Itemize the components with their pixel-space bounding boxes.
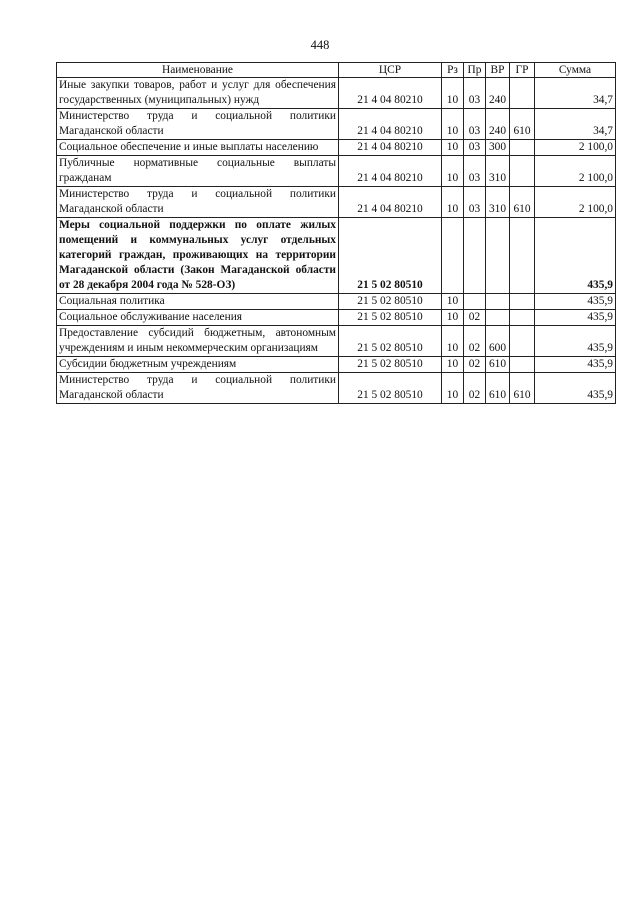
cell-sum: 435,9 — [535, 310, 616, 326]
cell-csr: 21 5 02 80510 — [339, 357, 442, 373]
cell-vr: 310 — [486, 187, 510, 218]
cell-name: Министерство труда и социальной политики Магаданской области — [57, 373, 339, 404]
cell-gr — [510, 218, 535, 294]
cell-rz: 10 — [442, 109, 464, 140]
header-name: Наименование — [57, 63, 339, 78]
cell-pr: 03 — [464, 109, 486, 140]
cell-sum: 2 100,0 — [535, 156, 616, 187]
cell-sum: 435,9 — [535, 294, 616, 310]
cell-gr — [510, 310, 535, 326]
cell-name: Социальная политика — [57, 294, 339, 310]
cell-sum: 435,9 — [535, 373, 616, 404]
cell-vr — [486, 294, 510, 310]
cell-sum: 2 100,0 — [535, 187, 616, 218]
cell-vr: 310 — [486, 156, 510, 187]
cell-sum: 2 100,0 — [535, 140, 616, 156]
page-number: 448 — [310, 38, 330, 52]
cell-sum: 34,7 — [535, 78, 616, 109]
cell-gr — [510, 357, 535, 373]
table-row — [57, 294, 616, 310]
cell-pr: 02 — [464, 326, 486, 357]
cell-pr: 03 — [464, 156, 486, 187]
table-row — [57, 140, 616, 156]
cell-gr: 610 — [510, 187, 535, 218]
budget-table — [56, 62, 616, 404]
cell-rz: 10 — [442, 294, 464, 310]
cell-rz — [442, 218, 464, 294]
cell-gr — [510, 156, 535, 187]
header-rz: Рз — [442, 63, 464, 78]
cell-pr: 02 — [464, 373, 486, 404]
cell-name: Меры социальной поддержки по оплате жилых помещений и коммунальных услуг отдельных категорий граждан, проживающих на территории Магаданской области (Закон Магаданской области от 28 декабря 2004 года № 528-ОЗ) — [57, 218, 339, 294]
cell-vr: 240 — [486, 78, 510, 109]
cell-pr: 03 — [464, 78, 486, 109]
cell-csr: 21 4 04 80210 — [339, 78, 442, 109]
cell-rz: 10 — [442, 140, 464, 156]
cell-csr: 21 5 02 80510 — [339, 294, 442, 310]
cell-vr: 600 — [486, 326, 510, 357]
cell-rz: 10 — [442, 156, 464, 187]
cell-sum: 435,9 — [535, 218, 616, 294]
cell-gr — [510, 294, 535, 310]
table-header-row — [57, 63, 616, 78]
cell-name: Субсидии бюджетным учреждениям — [57, 357, 339, 373]
header-vr: ВР — [486, 63, 510, 78]
table-row — [57, 156, 616, 187]
cell-vr — [486, 310, 510, 326]
cell-name: Социальное обеспечение и иные выплаты населению — [57, 140, 339, 156]
table-row — [57, 218, 616, 294]
cell-sum: 435,9 — [535, 357, 616, 373]
cell-csr: 21 4 04 80210 — [339, 187, 442, 218]
table-row — [57, 373, 616, 404]
cell-name: Иные закупки товаров, работ и услуг для обеспечения государственных (муниципальных) нужд — [57, 78, 339, 109]
cell-csr: 21 5 02 80510 — [339, 218, 442, 294]
cell-rz: 10 — [442, 357, 464, 373]
table-row — [57, 357, 616, 373]
cell-name: Министерство труда и социальной политики Магаданской области — [57, 187, 339, 218]
cell-csr: 21 5 02 80510 — [339, 326, 442, 357]
cell-csr: 21 4 04 80210 — [339, 156, 442, 187]
cell-vr: 240 — [486, 109, 510, 140]
table-row — [57, 78, 616, 109]
cell-pr: 03 — [464, 187, 486, 218]
table-row — [57, 310, 616, 326]
cell-rz: 10 — [442, 373, 464, 404]
cell-vr — [486, 218, 510, 294]
cell-sum: 34,7 — [535, 109, 616, 140]
cell-rz: 10 — [442, 326, 464, 357]
cell-pr: 02 — [464, 357, 486, 373]
cell-gr: 610 — [510, 373, 535, 404]
cell-gr — [510, 326, 535, 357]
cell-name: Министерство труда и социальной политики Магаданской области — [57, 109, 339, 140]
cell-name: Социальное обслуживание населения — [57, 310, 339, 326]
cell-rz: 10 — [442, 310, 464, 326]
header-pr: Пр — [464, 63, 486, 78]
cell-pr: 03 — [464, 140, 486, 156]
table-row — [57, 187, 616, 218]
cell-gr — [510, 78, 535, 109]
cell-name: Публичные нормативные социальные выплаты гражданам — [57, 156, 339, 187]
header-sum: Сумма — [535, 63, 616, 78]
cell-gr — [510, 140, 535, 156]
header-csr: ЦСР — [339, 63, 442, 78]
header-gr: ГР — [510, 63, 535, 78]
cell-vr: 610 — [486, 357, 510, 373]
cell-csr: 21 5 02 80510 — [339, 310, 442, 326]
cell-rz: 10 — [442, 78, 464, 109]
cell-gr: 610 — [510, 109, 535, 140]
table-row — [57, 326, 616, 357]
table-row — [57, 109, 616, 140]
cell-name: Предоставление субсидий бюджетным, автономным учреждениям и иным некоммерческим организациям — [57, 326, 339, 357]
cell-pr — [464, 218, 486, 294]
cell-pr: 02 — [464, 310, 486, 326]
cell-pr — [464, 294, 486, 310]
cell-sum: 435,9 — [535, 326, 616, 357]
cell-vr: 610 — [486, 373, 510, 404]
cell-csr: 21 4 04 80210 — [339, 140, 442, 156]
cell-rz: 10 — [442, 187, 464, 218]
cell-vr: 300 — [486, 140, 510, 156]
table-body — [57, 78, 616, 404]
cell-csr: 21 4 04 80210 — [339, 109, 442, 140]
cell-csr: 21 5 02 80510 — [339, 373, 442, 404]
